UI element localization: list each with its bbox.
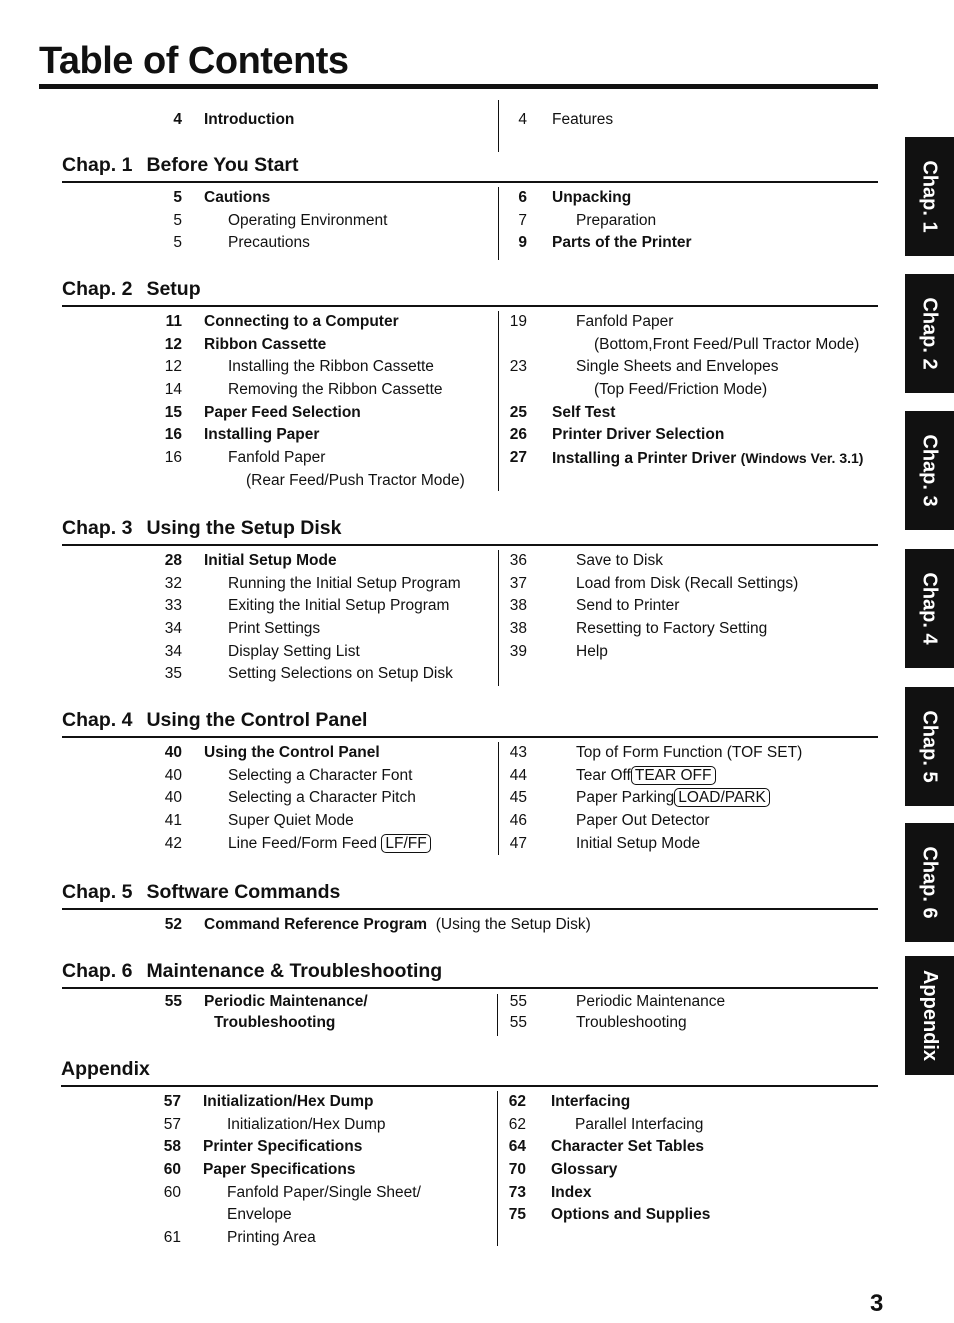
load-park-key-label: LOAD/PARK: [674, 788, 770, 807]
chapter-rule: [62, 544, 878, 546]
chapter-rule: [62, 736, 878, 738]
chapter-heading-6[interactable]: Chap. 6 Maintenance & Troubleshooting: [62, 960, 443, 982]
chapter-heading-4[interactable]: Chap. 4 Using the Control Panel: [62, 709, 368, 731]
column-divider: [498, 100, 499, 152]
appendix-heading[interactable]: Appendix: [61, 1058, 150, 1080]
column-divider: [498, 742, 499, 855]
chapter-rule: [62, 987, 878, 989]
tear-off-key-label: TEAR OFF: [631, 766, 716, 785]
chapter-heading-2[interactable]: Chap. 2 Setup: [62, 278, 201, 300]
column-divider: [498, 311, 499, 491]
page-title: Table of Contents: [39, 40, 349, 82]
lf-ff-key-label: LF/FF: [381, 834, 430, 853]
column-divider: [498, 187, 499, 260]
chapter-heading-1[interactable]: Chap. 1 Before You Start: [62, 154, 299, 176]
chapter-heading-5[interactable]: Chap. 5 Software Commands: [62, 881, 341, 903]
chapter-rule: [62, 181, 878, 183]
title-rule: [39, 84, 878, 89]
column-divider: [497, 1091, 498, 1246]
page-number: 3: [870, 1290, 884, 1317]
column-divider: [498, 550, 499, 686]
tab-appendix[interactable]: Appendix: [905, 956, 954, 1075]
chapter-heading-3[interactable]: Chap. 3 Using the Setup Disk: [62, 517, 342, 539]
tab-chap-6[interactable]: Chap. 6: [905, 823, 954, 942]
chapter-rule: [62, 908, 878, 910]
column-divider: [497, 994, 498, 1036]
tab-chap-4[interactable]: Chap. 4: [905, 549, 954, 668]
tab-chap-2[interactable]: Chap. 2: [905, 274, 954, 393]
chapter-rule: [62, 305, 878, 307]
windows-version-note: (Windows Ver. 3.1): [740, 450, 864, 467]
tab-chap-1[interactable]: Chap. 1: [905, 137, 954, 256]
appendix-rule: [61, 1085, 878, 1087]
tab-chap-3[interactable]: Chap. 3: [905, 411, 954, 530]
tab-chap-5[interactable]: Chap. 5: [905, 687, 954, 806]
